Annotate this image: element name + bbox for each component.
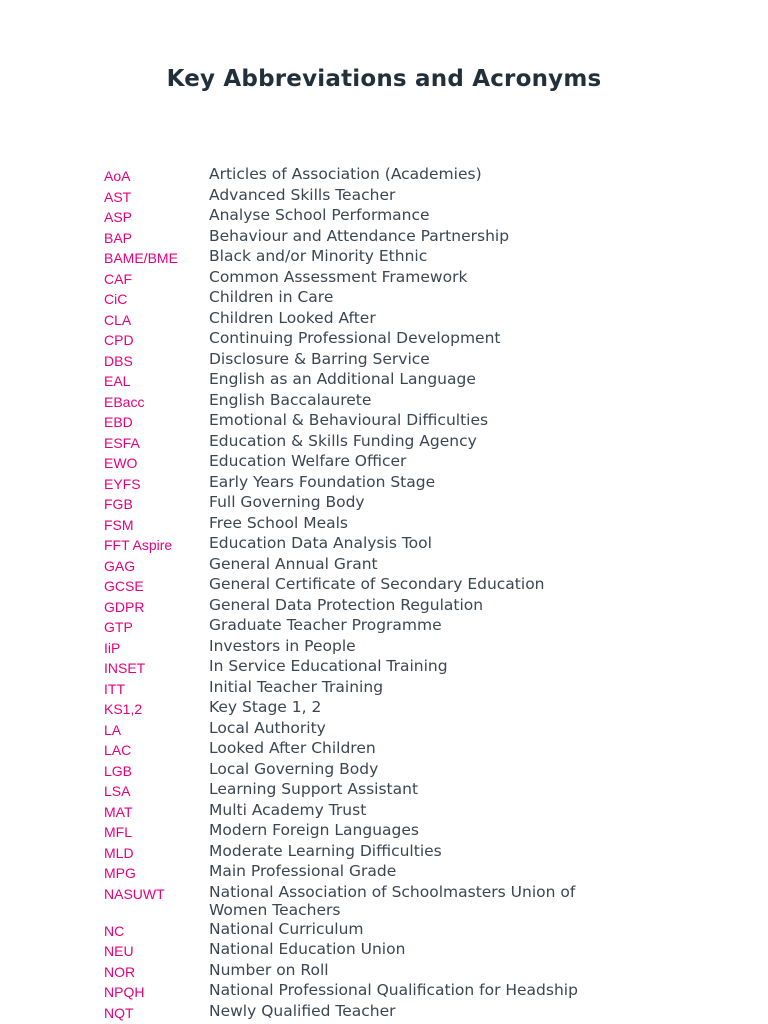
abbreviation: ESFA [104,434,140,451]
definition: Modern Foreign Languages [209,821,419,839]
abbreviation: INSET [104,660,146,676]
abbreviation: NEU [104,943,134,959]
abbreviation: GTP [104,619,133,635]
abbreviation: CPD [104,332,134,348]
glossary-entry [104,596,664,617]
abbreviation: DBS [104,352,133,369]
abbreviation: KS1,2 [104,701,143,717]
glossary-entry [104,883,664,920]
abbreviation: GDPR [104,598,145,615]
definition: Education Data Analysis Tool [209,534,432,552]
glossary-entry [104,268,664,289]
abbreviation: EWO [104,455,138,471]
abbreviation: ITT [104,680,125,697]
glossary-entry [104,370,664,391]
abbreviation: CiC [104,291,128,307]
glossary-entry [104,801,664,822]
glossary-entry [104,432,664,453]
glossary-entry [104,940,664,961]
definition: Children in Care [209,288,334,306]
definition: Learning Support Assistant [209,780,419,798]
definition: Behaviour and Attendance Partnership [209,226,510,245]
definition: Initial Teacher Training [209,677,384,696]
abbreviation: EAL [104,373,131,389]
glossary-entry [104,678,664,699]
glossary-entry [104,186,664,207]
abbreviation: IiP [104,639,121,656]
definition: English Baccalaurete [209,390,372,409]
glossary-entry [104,534,664,555]
definition: Full Governing Body [209,493,365,511]
definition: Emotional & Behavioural Difficulties [209,411,489,429]
definition: Free School Meals [209,513,348,532]
definition: Children Looked After [209,308,376,327]
glossary-entry [104,165,664,186]
definition: In Service Educational Training [209,657,448,675]
abbreviation: FFT Aspire [104,537,173,553]
abbreviation: NASUWT [104,885,165,902]
glossary-entry [104,637,664,658]
definition: Education & Skills Funding Agency [209,431,477,450]
definition: Education Welfare Officer [209,452,407,470]
definition: Early Years Foundation Stage [209,472,436,491]
abbreviation: MPG [104,865,136,881]
abbreviation: EYFS [104,475,141,492]
glossary-entry [104,555,664,576]
abbreviation: GAG [104,557,136,574]
glossary-entry [104,862,664,883]
definition: Number on Roll [209,960,329,979]
definition: Local Authority [209,718,326,737]
abbreviation: NC [104,922,125,939]
definition: Looked After Children [209,739,376,757]
definition: Multi Academy Trust [209,800,367,819]
definition: Newly Qualified Teacher [209,1001,396,1020]
definition: Local Governing Body [209,759,379,778]
abbreviation: NPQH [104,984,145,1000]
glossary-entry [104,821,664,842]
definition: National Professional Qualification for Headship [209,981,578,999]
glossary-entry [104,329,664,350]
abbreviation: NQT [104,1004,134,1021]
definition: Continuing Professional Development [209,329,501,347]
glossary-entry [104,616,664,637]
definition: Graduate Teacher Programme [209,616,442,634]
abbreviation: FSM [104,516,134,533]
abbreviation: LAC [104,742,132,758]
glossary-entry [104,780,664,801]
abbreviation: BAME/BME [104,250,178,266]
abbreviation: MLD [104,844,134,861]
glossary-entry [104,247,664,268]
abbreviation: ASP [104,209,133,225]
glossary-entry [104,739,664,760]
abbreviation: LSA [104,783,131,799]
glossary-entry [104,719,664,740]
definition: Advanced Skills Teacher [209,185,396,204]
glossary-entry [104,760,664,781]
glossary-entry [104,842,664,863]
definition: Key Stage 1, 2 [209,698,322,716]
abbreviation: LA [104,721,122,738]
glossary-entry [104,493,664,514]
glossary-entry [104,1002,664,1023]
glossary-entry [104,350,664,371]
definition: National Education Union [209,940,406,958]
glossary-entry [104,473,664,494]
glossary-entry [104,698,664,719]
abbreviation: NOR [104,963,136,980]
glossary-entry [104,452,664,473]
abbreviation: EBacc [104,393,145,410]
definition: General Data Protection Regulation [209,595,484,614]
abbreviation: MAT [104,803,133,820]
abbreviation: MFL [104,824,132,840]
definition: Investors in People [209,636,356,655]
glossary-entry [104,514,664,535]
definition: Analyse School Performance [209,206,430,224]
definition: General Annual Grant [209,554,378,573]
abbreviation: AoA [104,168,131,184]
abbreviation: LGB [104,762,133,779]
glossary-entry [104,657,664,678]
glossary-entry [104,309,664,330]
abbreviation-list [104,165,664,1022]
definition: Disclosure & Barring Service [209,349,430,368]
definition: Articles of Association (Academies) [209,165,482,183]
abbreviation: BAP [104,229,133,246]
glossary-entry [104,981,664,1002]
definition: Black and/or Minority Ethnic [209,247,428,265]
glossary-entry [104,961,664,982]
definition: Main Professional Grade [209,862,397,880]
definition: National Curriculum [209,919,364,938]
abbreviation: EBD [104,414,133,430]
glossary-entry [104,391,664,412]
glossary-entry [104,920,664,941]
definition: National Association of Schoolmasters Union of Women Teachers [209,882,576,919]
definition: Moderate Learning Difficulties [209,841,442,860]
abbreviation: AST [104,188,132,205]
page-title: Key Abbreviations and Acronyms [166,66,602,92]
abbreviation: CAF [104,270,132,287]
abbreviation: GCSE [104,578,144,594]
glossary-entry [104,206,664,227]
definition: English as an Additional Language [209,370,476,388]
abbreviation: FGB [104,496,133,512]
definition: General Certificate of Secondary Education [209,575,545,593]
glossary-entry [104,575,664,596]
definition: Common Assessment Framework [209,267,468,286]
glossary-entry [104,227,664,248]
abbreviation: CLA [104,311,132,328]
glossary-entry [104,288,664,309]
glossary-entry [104,411,664,432]
